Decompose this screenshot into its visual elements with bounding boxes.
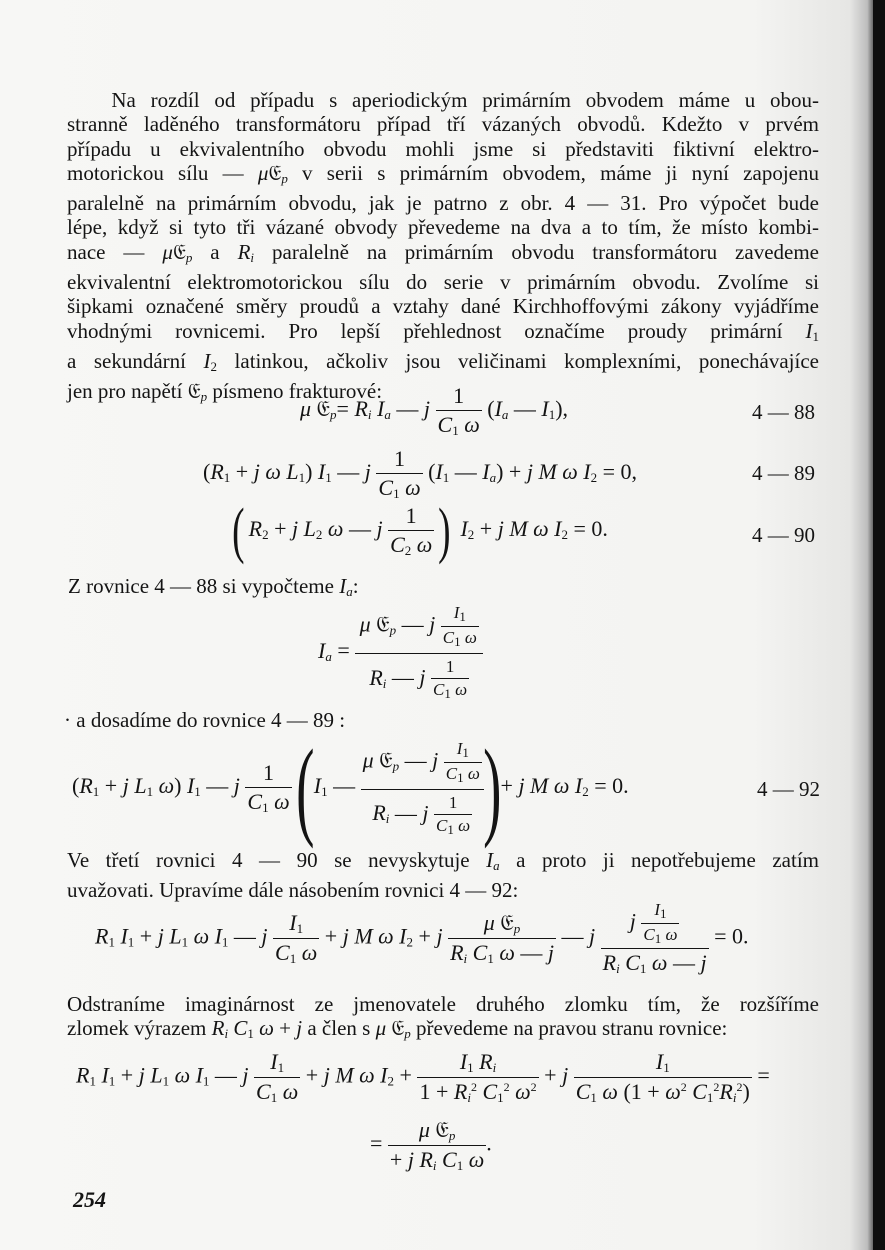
equation-number-89: 4 — 89 — [752, 461, 815, 485]
equation-4-92: ($R_1 + j$ $L_1$ ω) $I_1$ — j $\frac{1}{C_1 \omega}$ ($I_1$ — μ 𝔈$_p$ — j $\frac{I_1}{C_1 \omega}$ $R_i$ — j $\frac{1}{C_1 \omega}$ )+ j M ω $I_2 = 0$. — [72, 727, 629, 849]
text-line: a sekundární $I_2$ latinkou, ačkoliv jsou veličinami komplexními, ponechávajíce — [67, 348, 819, 374]
equation-final-left: $R_1$ $I_1 + j$ $L_1$ ω $I_1$ — j $\frac{I_1}{C_1 \omega}$ + j M ω $I_2$ + $\frac{I_1 R_i}{1 + R_i^2 C_1^2 \omega^2}$ + j $\frac{I_1}{C_1 \omega (1 + \omega^2 C_1^2R_i^2)}$ = — [76, 1049, 770, 1105]
text-line: ekvivalentní elektromotorickou sílu do serie v primárním obvodu. Zvolíme si — [67, 270, 819, 295]
page-edge-shadow — [873, 0, 885, 1250]
equation-4-90: ( $R_2 + j$ $L_2$ ω — j $\frac{1}{C_2 \omega}$ ) $I_2 + j$ M ω $I_2 = 0$. — [232, 497, 608, 565]
text-line: zlomek výrazem $R_i$ $C_1$ ω + j a člen s μ 𝔈$_p$ převedeme na pravou stranu rovnice: — [67, 1016, 728, 1042]
equation-multiplied: $R_1$ $I_1 + j$ $L_1$ ω $I_1$ — j $\frac{I_1}{C_1 \omega}$ + j M ω $I_2 + j$ $\frac{\mu 𝔈_p}{R_i C_1 \omega — j}$ — j j $\frac{I_1}{C_1 \omega}$ $R_i$ $C_1$ ω — j = 0. — [95, 900, 749, 976]
text-line: vhodnými rovnicemi. Pro lepší přehlednost označíme proudy primární $I_1$ — [67, 318, 819, 344]
text-line: motorickou sílu — μ𝔈$_p$ v serii s primárním obvodem, máme ji nyní zapojenu — [67, 160, 819, 186]
equation-number-88: 4 — 88 — [752, 400, 815, 424]
text-line: šipkami označené směry proudů a vztahy dané Kirchhoffovými zákony vyjádříme — [67, 294, 819, 319]
equation-final-right: = $\frac{\mu 𝔈_p}{+ j R_i C_1 \omega}$ . — [370, 1117, 492, 1173]
text-line: Na rozdíl od případu s aperiodickým primárním obvodem máme u obou- — [67, 88, 819, 112]
paragraph-odstranime — [67, 992, 819, 1047]
text-line: uvažovati. Upravíme dále násobením rovnici 4 — 92: — [67, 878, 519, 903]
text-line: lépe, když si tyto tři vázané obvody převedeme na dva a to tím, že místo kombi- — [67, 215, 819, 240]
text-fragment: převedeme na pravou stranu rovnice: — [416, 1016, 728, 1041]
equation-number-90: 4 — 90 — [752, 523, 815, 547]
text-line: nace — μ𝔈$_p$ a $R_i$ paralelně na primárním obvodu transformátoru zavedeme — [67, 239, 819, 265]
text-z-rovnice-label: Z rovnice 4 — 88 si vypočteme — [68, 574, 334, 598]
text-fragment: a proto ji nepotřebujeme zatím — [516, 848, 820, 872]
text-line: Ve třetí rovnici 4 — 90 se nevyskytuje $I_a$ a proto ji nepotřebujeme zatím — [67, 848, 820, 873]
text-dosadime: · a dosadíme do rovnice 4 — 89 : — [64, 708, 346, 732]
text-line: Odstraníme imaginárnost ze jmenovatele druhého zlomku tím, že rozšíříme — [67, 992, 819, 1016]
text-fragment: a člen s — [307, 1016, 371, 1041]
equation-ia: $I_a$ = μ 𝔈$_p$ — j $\frac{I_1}{C_1 \omega}$ $R_i$ — j $\frac{1}{C_1 \omega}$ — [318, 603, 483, 702]
text-line: případu u ekvivalentního obvodu mohli jsme si představiti fiktivní elektro- — [67, 136, 819, 161]
page-number: 254 — [73, 1187, 106, 1212]
equation-4-89: ($R_1 + j$ ω $L_1$) $I_1$ — j $\frac{1}{C_1 \omega}$ ($I_1$ — $I_a) + j$ M ω $I_2 = 0$, — [203, 446, 638, 501]
equation-number-92: 4 — 92 — [757, 777, 820, 801]
text-line: paralelně na primárním obvodu, jak je patrno z obr. 4 — 31. Pro výpočet bude — [67, 191, 819, 216]
text-z-rovnice: Z rovnice 4 — 88 si vypočteme $I_a$: — [68, 574, 359, 599]
equation-4-88: μ 𝔈$_p$= $R_i$ $I_a$ — j $\frac{1}{C_1 \omega}$ ($I_a$ — $I_1$), — [300, 383, 569, 438]
paragraph-ve-treti — [67, 848, 819, 903]
text-fragment: zlomek výrazem — [67, 1016, 207, 1041]
text-line: jen pro napětí 𝔈$_p$ písmeno frakturové: — [67, 379, 383, 405]
text-line: stranně laděného transformátoru případ tří vázaných obvodů. Kdežto v prvém — [67, 112, 819, 137]
text-dosadime-label: a dosadíme do rovnice 4 — 89 : — [76, 708, 346, 732]
intro-paragraph — [67, 88, 819, 410]
text-fragment: Ve třetí rovnici 4 — 90 se nevyskytuje — [67, 848, 470, 872]
